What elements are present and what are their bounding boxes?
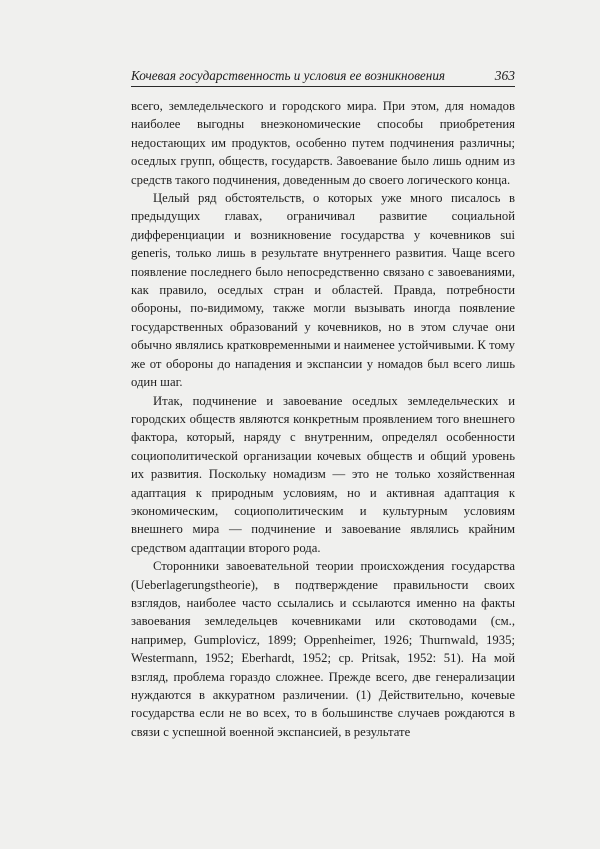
- paragraph: Итак, подчинение и завоевание оседлых земледельческих и городских обществ являются конкретным проявлением того внешнего фактора, который, наряду с внутренним, определял особенности социополитической организации кочевых обществ и общий уровень их развития. Поскольку номадизм — это не только хозяйственная адаптация к природным условиям, но и активная адаптация к экономическим, социополитическим и культурным условиям внешнего мира — подчинение и завоевание являлись крайним средством адаптации второго рода.: [131, 393, 515, 555]
- paragraph-continued: всего, земледельческого и городского мира. При этом, для номадов наиболее выгодны внеэкономические способы приобретения недостающих им продуктов, особенно путем подчинения различны; оседлых групп, обществ, государств. Завоевание было лишь одним из средств такого подчинения, доведенным до своего логического конца.: [131, 99, 515, 187]
- paragraph: Сторонники завоевательной теории происхождения государства (Ueberlagerungstheorie), в подтверждение правильности своих взглядов, наиболее часто ссылались и ссылаются именно на факты завоевания земледельцев кочевниками или скотоводами (см., например, Gumplovicz, 1899; Oppenheimer, 1926; Thurnwald, 1935; Westermann, 1952; Eberhardt, 1952; cp. Pritsak, 1952: 51). На мой взгляд, проблема гораздо сложнее. Прежде всего, две генерализации нуждаются в аккуратном различении. (1) Действительно, кочевые государства если не во всех, то в большинстве случаев рождаются в связи с успешной военной экспансией, в результате: [131, 559, 515, 739]
- running-header: [131, 68, 515, 87]
- page-number: 363: [494, 68, 515, 83]
- running-title: Кочевая государственность и условия ее возникновения: [131, 68, 446, 83]
- paragraph: Целый ряд обстоятельств, о которых уже много писалось в предыдущих главах, ограничивал развитие социальной дифференциации и возникновение государства у кочевников sui generis, только лишь в результате внутреннего развития. Чаще всего появление последнего было непосредственно связано с завоеваниями, как правило, оседлых стран и областей. Правда, потребности обороны, по-видимому, также могли вызывать иногда появление государственных образований у кочевников, но в этом случае они обычно являлись кратковременными и наименее устойчивыми. К тому же от обороны до нападения и экспансии у номадов был всего лишь один шаг.: [131, 191, 515, 390]
- body-text: [131, 97, 515, 741]
